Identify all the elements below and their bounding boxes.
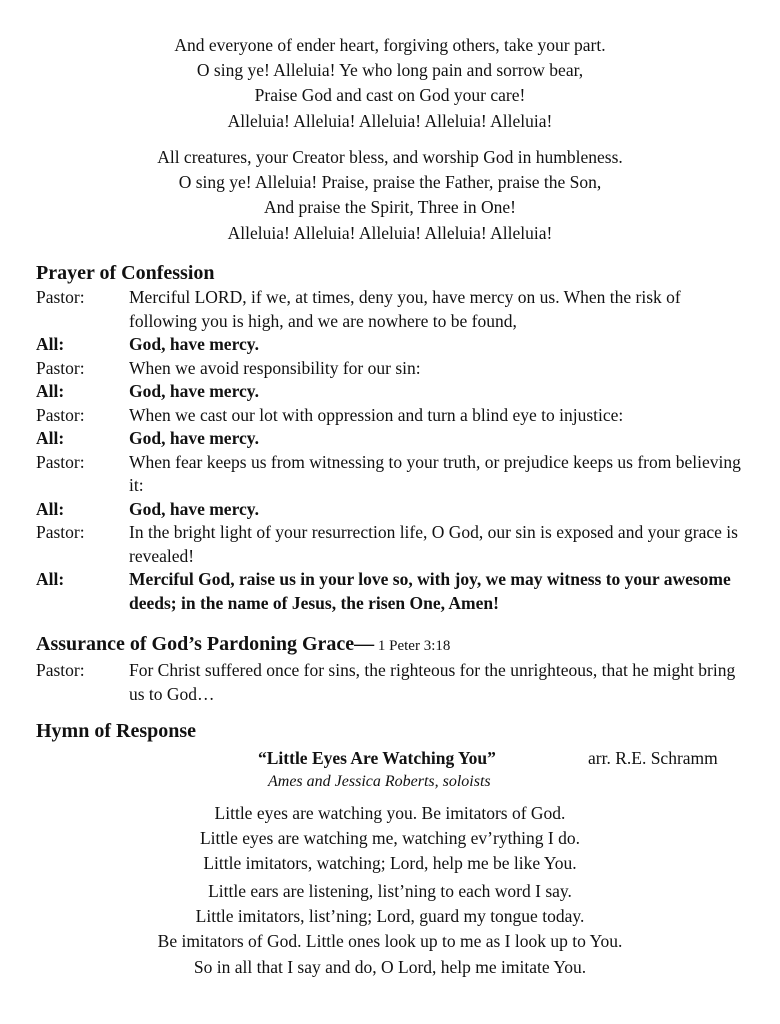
- hymn-stanza: [0, 879, 780, 980]
- hymn-line: And everyone of ender heart, forgiving others, take your part.: [174, 35, 606, 55]
- litany-text: God, have mercy.: [129, 428, 259, 448]
- speaker-label: All:: [36, 381, 65, 401]
- litany-text: God, have mercy.: [129, 334, 259, 354]
- section-heading-response-hymn: Hymn of Response: [36, 720, 197, 742]
- speaker-label: All:: [36, 428, 65, 448]
- litany-line: [36, 404, 748, 428]
- litany-line: [36, 357, 748, 381]
- speaker-label: Pastor:: [36, 451, 85, 472]
- litany-text: For Christ suffered once for sins, the righteous for the unrighteous, that he might bring us to God…: [129, 660, 736, 704]
- hymn-line: Little eyes are watching you. Be imitators of God.: [214, 803, 566, 823]
- speaker-label: Pastor:: [36, 357, 85, 378]
- section-heading-confession: Prayer of Confession: [36, 262, 215, 284]
- speaker-label: Pastor:: [36, 404, 85, 425]
- hymn-title: “Little Eyes Are Watching You”: [258, 748, 496, 768]
- speaker-label: All:: [36, 498, 65, 519]
- hymn-line: So in all that I say and do, O Lord, help me imitate You.: [193, 956, 587, 977]
- litany-text: Merciful LORD, if we, at times, deny you, have mercy on us. When the risk of following you is high, and we are nowhere to be found,: [129, 287, 681, 331]
- assurance-text-block: [36, 659, 748, 706]
- litany-text: When we avoid responsibility for our sin:: [129, 357, 421, 378]
- section-heading-assurance: [36, 632, 450, 658]
- litany-line: [36, 498, 748, 522]
- hymn-stanza: [0, 145, 780, 246]
- hymn-line: Little imitators, watching; Lord, help me be like You.: [203, 853, 577, 874]
- litany-line: [36, 568, 748, 615]
- hymn-line: O sing ye! Alleluia! Ye who long pain and sorrow bear,: [196, 60, 584, 81]
- litany-line: [36, 451, 748, 498]
- litany-line: [36, 659, 748, 706]
- hymn-line: Be imitators of God. Little ones look up to me as I look up to You.: [157, 931, 623, 952]
- litany-line: [36, 286, 748, 333]
- hymn-line: And praise the Spirit, Three in One!: [264, 197, 516, 218]
- scripture-reference: 1 Peter 3:18: [374, 638, 451, 654]
- speaker-label: Pastor:: [36, 287, 85, 307]
- litany-text: When fear keeps us from witnessing to your truth, or prejudice keeps us from believing it:: [129, 451, 741, 495]
- litany-text: In the bright light of your resurrection life, O God, our sin is exposed and your grace is revealed!: [129, 522, 738, 566]
- litany-text: Merciful God, raise us in your love so, with joy, we may witness to your awesome deeds; in the name of Jesus, the risen One, Amen!: [129, 569, 731, 613]
- hymn-line: Praise God and cast on God your care!: [254, 85, 526, 106]
- litany-text: God, have mercy.: [129, 381, 259, 401]
- confession-litany: [36, 286, 748, 615]
- litany-line: [36, 333, 748, 357]
- hymn-soloists: Ames and Jessica Roberts, soloists: [268, 773, 491, 790]
- speaker-label: Pastor:: [36, 522, 85, 542]
- litany-text: When we cast our lot with oppression and turn a blind eye to injustice:: [129, 404, 624, 425]
- hymn-line: Alleluia! Alleluia! Alleluia! Alleluia! Alleluia!: [227, 222, 553, 243]
- speaker-label: All:: [36, 334, 65, 354]
- litany-line: [36, 427, 748, 451]
- litany-text: God, have mercy.: [129, 498, 259, 519]
- hymn-line: All creatures, your Creator bless, and worship God in humbleness.: [157, 147, 623, 167]
- hymn-line: Little ears are listening, list’ning to each word I say.: [208, 881, 572, 901]
- hymn-line: O sing ye! Alleluia! Praise, praise the Father, praise the Son,: [178, 172, 602, 193]
- assurance-heading-text: Assurance of God’s Pardoning Grace—: [36, 633, 375, 655]
- hymn-stanza: [0, 33, 780, 134]
- hymn-arranger: arr. R.E. Schramm: [588, 748, 718, 768]
- speaker-label: Pastor:: [36, 660, 85, 680]
- hymn-line: Little imitators, list’ning; Lord, guard my tongue today.: [195, 906, 585, 927]
- hymn-line: Little eyes are watching me, watching ev’rything I do.: [199, 828, 580, 849]
- speaker-label: All:: [36, 569, 65, 589]
- hymn-line: Alleluia! Alleluia! Alleluia! Alleluia! Alleluia!: [227, 110, 553, 131]
- litany-line: [36, 380, 748, 404]
- litany-line: [36, 521, 748, 568]
- hymn-stanza: [0, 801, 780, 877]
